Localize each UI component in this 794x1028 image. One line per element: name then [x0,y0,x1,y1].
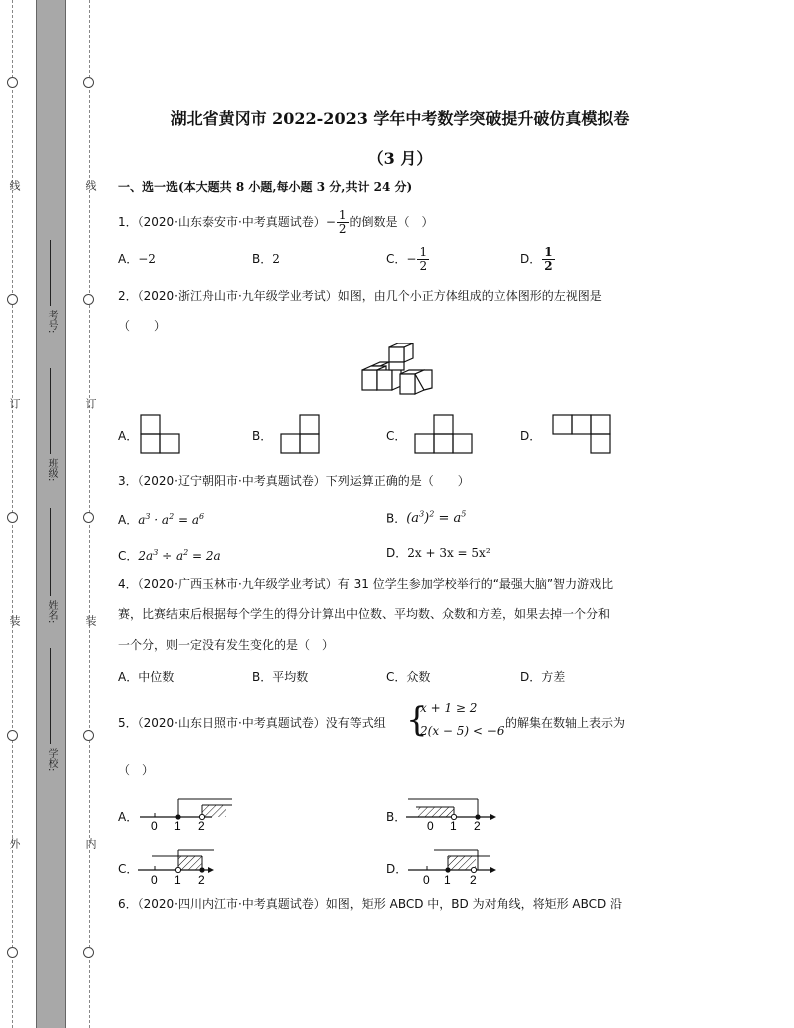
q2-option-b[interactable]: B． [252,429,273,443]
tick-2: 2 [470,873,477,886]
q5-option-d-numberline[interactable] [404,846,510,886]
outer-label-ding: 订 [8,398,21,409]
q4-line-1: 4．（2020·广西玉林市·九年级学业考试）有 31 位学生参加学校举行的“最强大脑”智力游戏比 [118,577,614,591]
q3-option-b[interactable]: B．$(a^3)^2 = a^5$ [386,510,467,527]
tick-1: 1 [174,819,181,831]
q5-brace: { [406,700,428,740]
q1-option-a[interactable]: A．−2 [118,252,156,266]
field-school-label: 学校: [46,748,57,772]
q4-option-d[interactable]: D．方差 [520,670,566,684]
tick-1: 1 [174,873,181,886]
punch-hole [83,512,94,523]
q5-option-d[interactable]: D． [386,862,408,876]
q2-option-a-figure[interactable] [140,414,180,454]
q2-option-c-figure[interactable] [414,414,474,454]
q1-option-b[interactable]: B．2 [252,252,280,266]
q3-option-a[interactable]: A．$a^3 \cdot a^2 = a^6$ [118,512,205,527]
tick-1: 1 [444,873,451,886]
outer-label-zhuang: 装 [8,615,21,626]
field-name-label: 姓名: [46,600,57,624]
field-exam-number-label: 考号: [46,310,57,334]
punch-hole [7,294,18,305]
q5-option-b[interactable]: B． [386,810,407,824]
inner-label-nei: 内 [84,838,97,849]
outer-label-xian: 线 [8,180,21,191]
q5-stem: 5．（2020·山东日照市·中考真题试卷）没有等式组 [118,716,386,730]
question-1 [118,207,434,237]
outer-label-wai: 外 [8,838,21,849]
section-heading: 一、选一选(本大题共 8 小题,每小题 3 分,共计 24 分) [118,180,413,194]
tick-0: 0 [151,819,158,831]
q2-option-d-figure[interactable] [552,414,612,454]
binding-band [36,0,66,1028]
q5-option-b-numberline[interactable] [404,795,510,831]
field-class-label: 班级: [46,458,57,482]
q5-option-c-numberline[interactable] [134,846,240,886]
q1-fraction: $\frac{1}{2}$ [338,208,347,236]
tick-0: 0 [423,873,430,886]
punch-hole [7,947,18,958]
q2-answer-paren: （ ） [118,319,167,333]
q1-tail: 的倒数是（ ） [349,215,434,229]
punch-hole [7,730,18,741]
inner-label-zhuang: 装 [84,615,97,626]
q1-option-d[interactable]: D． $\frac{1}{2}$ [520,245,553,273]
page-title: 湖北省黄冈市 2022-2023 学年中考数学突破提升破仿真模拟卷 [170,109,630,128]
q4-line-3: 一个分，则一定没有发生变化的是（ ） [118,638,335,652]
q4-line-2: 赛，比赛结束后根据每个学生的得分计算出中位数、平均数、众数和方差，如果去掉一个分和 [118,607,611,621]
q2-option-b-figure[interactable] [280,414,320,454]
tick-2: 2 [198,819,205,831]
page-subtitle: （3 月） [367,149,433,168]
q2-option-d[interactable]: D． [520,429,542,443]
q1-option-c[interactable]: C．− $\frac{1}{2}$ [386,245,428,273]
tick-0: 0 [151,873,158,886]
q4-option-c[interactable]: C．众数 [386,670,431,684]
field-name-line[interactable] [50,508,51,596]
q2-solid-figure [360,343,436,401]
q5-option-a[interactable]: A． [118,810,139,824]
q5-option-c[interactable]: C． [118,862,139,876]
q3-option-c[interactable]: C．$2a^3 \div a^2 = 2a$ [118,548,221,563]
q5-ineq-2: 2(x − 5) < −6 [420,724,505,738]
q1-minus: − [325,215,336,229]
q5-option-a-numberline[interactable] [134,795,240,831]
q2-stem: 2．（2020·浙江舟山市·九年级学业考试）如图，由几个小正方体组成的立体图形的左视图是 [118,289,602,303]
punch-hole [83,77,94,88]
punch-hole [7,77,18,88]
punch-hole [7,512,18,523]
q2-option-a[interactable]: A． [118,429,139,443]
tick-1: 1 [450,819,457,831]
punch-hole [83,947,94,958]
field-exam-number-line[interactable] [50,240,51,306]
q5-answer-paren: （ ） [118,763,155,777]
q5-ineq-1: x + 1 ≥ 2 [420,701,478,715]
tick-2: 2 [474,819,481,831]
q5-tail: 的解集在数轴上表示为 [505,716,626,730]
inner-label-ding: 订 [84,398,97,409]
inner-label-xian: 线 [84,180,97,191]
punch-hole [83,730,94,741]
punch-hole [83,294,94,305]
q3-stem: 3．（2020·辽宁朝阳市·中考真题试卷）下列运算正确的是（ ） [118,474,470,488]
q4-option-a[interactable]: A．中位数 [118,670,175,684]
field-school-line[interactable] [50,648,51,744]
q4-option-b[interactable]: B．平均数 [252,670,309,684]
q2-option-c[interactable]: C． [386,429,407,443]
q3-option-d[interactable]: D．2x + 3x = 5x² [386,546,491,560]
q6-stem: 6．（2020·四川内江市·中考真题试卷）如图，矩形 ABCD 中，BD 为对角线，将矩形 ABCD 沿 [118,897,623,911]
q1-stem: 1．（2020·山东泰安市·中考真题试卷） [118,215,326,229]
field-class-line[interactable] [50,368,51,454]
tick-0: 0 [427,819,434,831]
tick-2: 2 [198,873,205,886]
